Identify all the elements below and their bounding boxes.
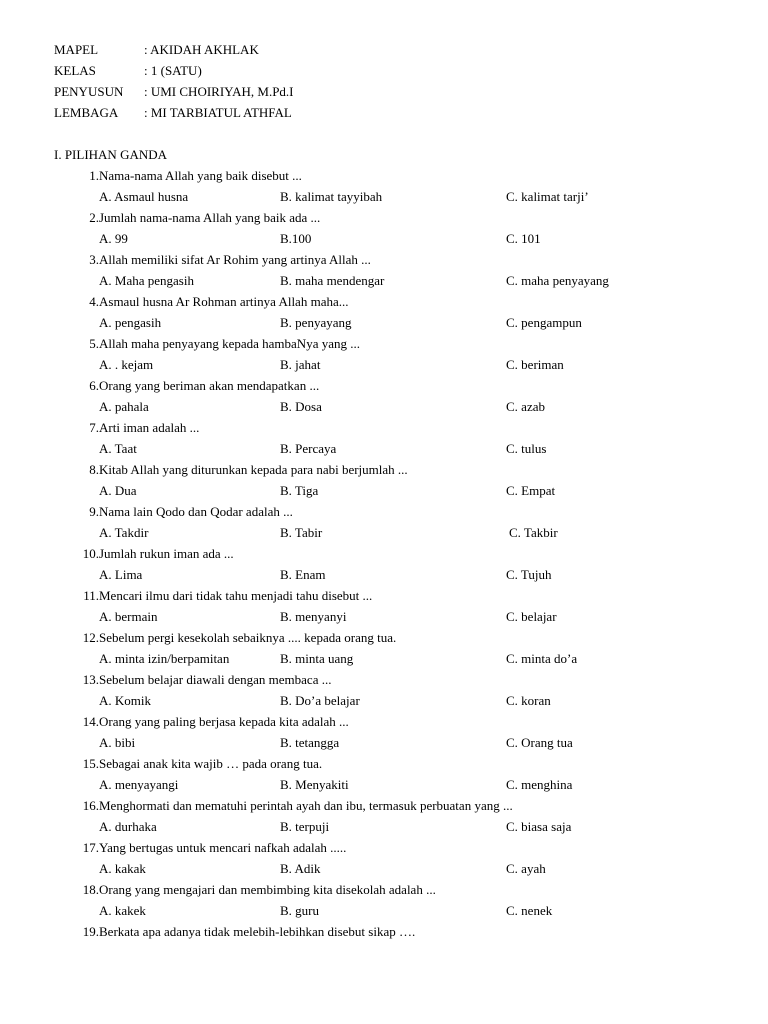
- question-number: 1.: [89, 168, 99, 183]
- answer-options: [54, 564, 714, 585]
- section-title: I. PILIHAN GANDA: [54, 147, 168, 162]
- option-c: C. minta do’a: [506, 651, 578, 666]
- exam-header: [54, 39, 694, 123]
- question-text: Allah memiliki sifat Ar Rohim yang artinya Allah ...: [99, 252, 371, 267]
- option-a: A. Dua: [99, 483, 137, 498]
- option-c: C. pengampun: [506, 315, 582, 330]
- question-number: 5.: [89, 336, 99, 351]
- question-item: [54, 417, 714, 459]
- option-c: C. menghina: [506, 777, 573, 792]
- question-item: [54, 669, 714, 711]
- question-text: Nama lain Qodo dan Qodar adalah ...: [99, 504, 293, 519]
- option-c: C. 101: [506, 231, 541, 246]
- header-row-subject: [54, 39, 694, 60]
- answer-options: [54, 312, 714, 333]
- question-item: [54, 501, 714, 543]
- question-text: Jumlah nama-nama Allah yang baik ada ...: [99, 210, 321, 225]
- answer-options: [54, 900, 714, 921]
- question-number: 15.: [82, 756, 99, 771]
- option-c: C. belajar: [506, 609, 557, 624]
- option-a: A. pengasih: [99, 315, 162, 330]
- header-row-class: [54, 60, 694, 81]
- question-item: [54, 711, 714, 753]
- option-a: A. kakak: [99, 861, 146, 876]
- answer-options: [54, 396, 714, 417]
- question-number: 13.: [82, 672, 99, 687]
- answer-options: [54, 480, 714, 501]
- option-a: A. kakek: [99, 903, 146, 918]
- question-number: 14.: [82, 714, 99, 729]
- answer-options: [54, 816, 714, 837]
- option-a: A. Asmaul husna: [99, 189, 189, 204]
- question-item: [54, 753, 714, 795]
- question-text: Kitab Allah yang diturunkan kepada para nabi berjumlah ...: [99, 462, 408, 477]
- header-value: : AKIDAH AKHLAK: [144, 42, 259, 57]
- option-a: A. Komik: [99, 693, 151, 708]
- header-row-institution: [54, 102, 694, 123]
- option-b: B. jahat: [280, 357, 321, 372]
- question-text: Orang yang beriman akan mendapatkan ...: [99, 378, 320, 393]
- question-number: 11.: [83, 588, 99, 603]
- answer-options: [54, 732, 714, 753]
- question-number: 7.: [89, 420, 99, 435]
- option-c: C. Empat: [506, 483, 556, 498]
- option-a: A. Lima: [99, 567, 143, 582]
- option-b: B. Adik: [280, 861, 321, 876]
- answer-options: [54, 858, 714, 879]
- question-text: Orang yang paling berjasa kepada kita adalah ...: [99, 714, 349, 729]
- answer-options: [54, 438, 714, 459]
- header-value: : MI TARBIATUL ATHFAL: [144, 105, 292, 120]
- question-item: [54, 921, 714, 942]
- header-label: LEMBAGA: [54, 105, 119, 120]
- header-row-author: [54, 81, 694, 102]
- option-b: B. Tabir: [280, 525, 323, 540]
- question-number: 16.: [82, 798, 99, 813]
- question-list: [54, 165, 714, 942]
- question-text: Sebelum belajar diawali dengan membaca ...: [99, 672, 332, 687]
- option-a: A. . kejam: [99, 357, 154, 372]
- option-b: B. tetangga: [280, 735, 340, 750]
- header-value: : 1 (SATU): [144, 63, 202, 78]
- option-c: C. koran: [506, 693, 551, 708]
- question-text: Orang yang mengajari dan membimbing kita disekolah adalah ...: [99, 882, 436, 897]
- option-a: A. Taat: [99, 441, 137, 456]
- question-number: 8.: [89, 462, 99, 477]
- question-number: 18.: [82, 882, 99, 897]
- question-item: [54, 207, 714, 249]
- option-b: B. Menyakiti: [280, 777, 349, 792]
- option-a: A. durhaka: [99, 819, 157, 834]
- question-item: [54, 375, 714, 417]
- question-text: Berkata apa adanya tidak melebih-lebihkan disebut sikap ….: [99, 924, 416, 939]
- option-c: C. nenek: [506, 903, 553, 918]
- option-b: B. guru: [280, 903, 319, 918]
- answer-options: [54, 690, 714, 711]
- question-number: 3.: [89, 252, 99, 267]
- question-item: [54, 585, 714, 627]
- option-c: C. Tujuh: [506, 567, 552, 582]
- answer-options: [54, 606, 714, 627]
- answer-options: [54, 522, 714, 543]
- option-c: C. Orang tua: [506, 735, 573, 750]
- option-b: B. menyanyi: [280, 609, 347, 624]
- question-item: [54, 543, 714, 585]
- option-b: B. Percaya: [280, 441, 337, 456]
- question-number: 12.: [82, 630, 99, 645]
- question-text: Sebagai anak kita wajib … pada orang tua.: [99, 756, 323, 771]
- option-b: B. maha mendengar: [280, 273, 385, 288]
- header-label: PENYUSUN: [54, 84, 124, 99]
- option-c: C. biasa saja: [506, 819, 572, 834]
- option-a: A. bermain: [99, 609, 158, 624]
- question-item: [54, 627, 714, 669]
- header-label: KELAS: [54, 63, 96, 78]
- option-b: B. minta uang: [280, 651, 354, 666]
- option-c: C. ayah: [506, 861, 546, 876]
- option-c: C. azab: [506, 399, 545, 414]
- question-item: [54, 291, 714, 333]
- option-a: A. bibi: [99, 735, 136, 750]
- question-text: Sebelum pergi kesekolah sebaiknya .... kepada orang tua.: [99, 630, 397, 645]
- option-c: C. beriman: [506, 357, 564, 372]
- question-item: [54, 837, 714, 879]
- answer-options: [54, 774, 714, 795]
- question-number: 4.: [89, 294, 99, 309]
- option-b: B. kalimat tayyibah: [280, 189, 383, 204]
- answer-options: [54, 648, 714, 669]
- question-item: [54, 795, 714, 837]
- answer-options: [54, 186, 714, 207]
- option-b: B. Dosa: [280, 399, 322, 414]
- question-item: [54, 165, 714, 207]
- option-c: C. kalimat tarji’: [506, 189, 589, 204]
- question-number: 9.: [89, 504, 99, 519]
- answer-options: [54, 228, 714, 249]
- option-a: A. Takdir: [99, 525, 149, 540]
- header-label: MAPEL: [54, 42, 99, 57]
- option-a: A. minta izin/berpamitan: [99, 651, 230, 666]
- question-item: [54, 459, 714, 501]
- option-a: A. 99: [99, 231, 128, 246]
- question-text: Jumlah rukun iman ada ...: [99, 546, 234, 561]
- option-b: B. Tiga: [280, 483, 319, 498]
- option-b: B. terpuji: [280, 819, 330, 834]
- answer-options: [54, 270, 714, 291]
- question-text: Asmaul husna Ar Rohman artinya Allah maha...: [99, 294, 349, 309]
- option-c: C. tulus: [506, 441, 547, 456]
- question-item: [54, 879, 714, 921]
- question-text: Arti iman adalah ...: [99, 420, 200, 435]
- option-a: A. pahala: [99, 399, 149, 414]
- question-item: [54, 249, 714, 291]
- question-text: Nama-nama Allah yang baik disebut ...: [99, 168, 302, 183]
- question-number: 6.: [89, 378, 99, 393]
- option-c: C. maha penyayang: [506, 273, 609, 288]
- option-a: A. Maha pengasih: [99, 273, 194, 288]
- question-text: Yang bertugas untuk mencari nafkah adalah .....: [99, 840, 347, 855]
- option-b: B. penyayang: [280, 315, 352, 330]
- question-text: Menghormati dan mematuhi perintah ayah dan ibu, termasuk perbuatan yang ...: [99, 798, 513, 813]
- option-c: C. Takbir: [509, 525, 558, 540]
- question-number: 10.: [82, 546, 99, 561]
- question-text: Mencari ilmu dari tidak tahu menjadi tahu disebut ...: [99, 588, 373, 603]
- question-item: [54, 333, 714, 375]
- question-number: 2.: [89, 210, 99, 225]
- option-a: A. menyayangi: [99, 777, 179, 792]
- question-number: 19.: [82, 924, 99, 939]
- question-number: 17.: [82, 840, 99, 855]
- option-b: B. Do’a belajar: [280, 693, 360, 708]
- header-value: : UMI CHOIRIYAH, M.Pd.I: [144, 84, 294, 99]
- option-b: B.100: [280, 231, 312, 246]
- option-b: B. Enam: [280, 567, 326, 582]
- question-text: Allah maha penyayang kepada hambaNya yang ...: [99, 336, 360, 351]
- multiple-choice-section: [54, 144, 714, 942]
- answer-options: [54, 354, 714, 375]
